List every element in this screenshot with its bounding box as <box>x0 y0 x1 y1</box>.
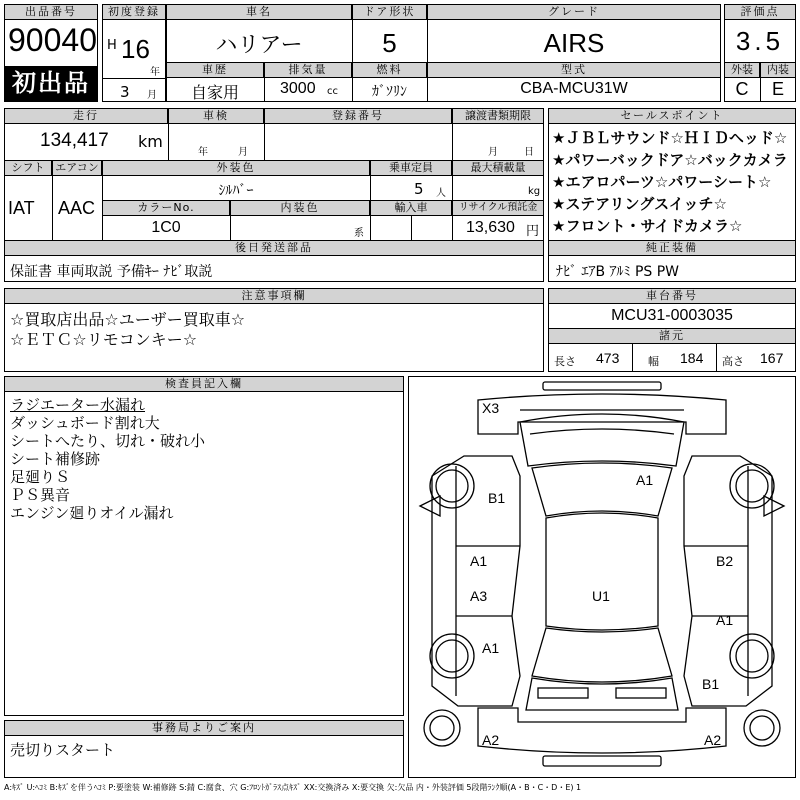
shift-value: IAT <box>8 198 35 218</box>
damage-mark-front-bumper: X3 <box>482 400 500 416</box>
notes-text <box>10 310 245 350</box>
notes-line: ☆ＥＴＣ☆リモコンキー☆ <box>10 330 198 349</box>
length-label: 長さ <box>554 355 576 368</box>
legend: A:ｷｽﾞ U:ﾍｺﾐ B:ｷｽﾞを伴うﾍｺﾐ P:要塗装 W:補修跡 S:錆 C:腐食、穴 G:ﾌﾛﾝﾄｶﾞﾗｽ点ｷｽﾞ XX:交換済み X:要交換 欠:欠品 内・外装評価 5段階ﾗﾝｸ順(A・B・C・D・E) 1 <box>4 783 582 792</box>
grade-label: グレード <box>427 4 721 20</box>
later-parts-value: 保証書 車両取説 予備ｷｰ ﾅﾋﾞ取説 <box>10 264 213 280</box>
inspection-year-unit: 年 <box>198 147 208 158</box>
first-listing-badge: 初出品 <box>5 66 97 101</box>
dims-label: 諸元 <box>548 328 796 344</box>
lot-number: 90040 <box>8 22 97 58</box>
sales-point-item: ★パワーバックドア☆バックカメラ <box>552 151 788 169</box>
divider <box>264 78 265 102</box>
fuel-label: 燃料 <box>352 62 427 78</box>
divider <box>168 124 169 160</box>
reg-year-unit: 年 <box>150 67 160 78</box>
int-color-label: 内装色 <box>230 200 370 216</box>
equipment-value: ﾅﾋﾞ ｴｱB ｱﾙﾐ PS PW <box>556 264 680 280</box>
shift-label: シフト <box>4 160 52 176</box>
history-label: 車歴 <box>166 62 264 78</box>
damage-mark-right-rear-fender: B1 <box>702 676 720 692</box>
model-label: 型式 <box>427 62 721 78</box>
inspector-notes <box>10 396 205 522</box>
equipment-label: 純正装備 <box>548 240 796 256</box>
displacement-value: 3000 <box>280 80 316 97</box>
color-no-value: 1C0 <box>151 219 181 236</box>
divider <box>370 176 371 200</box>
score-label: 評価点 <box>724 4 796 20</box>
fuel-value: ｶﾞｿﾘﾝ <box>372 84 407 100</box>
later-parts-label: 後日発送部品 <box>4 240 544 256</box>
width-value: 184 <box>680 350 704 366</box>
displacement-unit: cc <box>327 86 338 97</box>
load-label: 最大積載量 <box>452 160 544 176</box>
load-unit: kg <box>528 186 541 197</box>
inspector-label: 検査員記入欄 <box>4 376 404 392</box>
recycle-value: 13,630 <box>466 219 515 236</box>
ext-color-label: 外装色 <box>102 160 370 176</box>
divider <box>632 344 633 372</box>
sales-point-item: ★フロント・サイドカメラ☆ <box>552 217 743 235</box>
ext-color-value: ｼﾙﾊﾞｰ <box>218 183 254 199</box>
damage-mark-left-front-door: A1 <box>470 553 488 569</box>
ac-label: エアコン <box>52 160 102 176</box>
height-value: 167 <box>760 350 784 366</box>
doors-value: 5 <box>382 28 397 58</box>
ac-value: AAC <box>58 198 96 218</box>
transfer-month-unit: 月 <box>488 147 498 158</box>
sales-points-label: セールスポイント <box>548 108 796 124</box>
color-no-label: カラーNo. <box>102 200 230 216</box>
chassis-label: 車台番号 <box>548 288 796 304</box>
capacity-label: 乗車定員 <box>370 160 452 176</box>
sales-point-item: ★ステアリングスイッチ☆ <box>552 195 727 213</box>
divider <box>716 344 717 372</box>
sales-points-list <box>552 127 788 237</box>
divider <box>411 216 412 240</box>
doors-label: ドア形状 <box>352 4 427 20</box>
mileage-unit: km <box>138 132 163 151</box>
damage-mark-right-front-door: B2 <box>716 553 734 569</box>
int-color-unit: 系 <box>354 228 364 239</box>
int-grade-value: E <box>771 79 784 99</box>
damage-mark-left-front-fender: B1 <box>488 490 506 506</box>
car-diagram <box>408 376 796 778</box>
damage-mark-left-rear-fender: A1 <box>482 640 500 656</box>
damage-mark-right-rear-door: A1 <box>716 612 734 628</box>
inspector-line: シートへたり、切れ・破れ小 <box>10 432 206 450</box>
inspector-line: シート補修跡 <box>10 450 101 468</box>
reg-month: 3 <box>120 83 130 101</box>
inspector-line: ラジエーター水漏れ <box>10 396 146 414</box>
model-value: CBA-MCU31W <box>520 80 628 97</box>
car-name: ハリアー <box>215 33 303 58</box>
reg-era: H <box>107 38 117 53</box>
history-value: 自家用 <box>190 83 239 102</box>
sales-point-item: ★エアロパーツ☆パワーシート☆ <box>552 173 772 191</box>
divider <box>452 124 453 160</box>
reg-label: 初度登録 <box>102 4 166 20</box>
score-value: 3.5 <box>735 26 785 56</box>
grade-value: AIRS <box>543 28 605 58</box>
damage-mark-roof: U1 <box>592 588 610 604</box>
inspector-line: 足廻りＳ <box>10 468 71 486</box>
divider <box>230 216 231 240</box>
damage-mark-hood: A1 <box>636 472 654 488</box>
inspection-month-unit: 月 <box>238 147 248 158</box>
inspector-line: ダッシュボード割れ大 <box>10 414 160 432</box>
chassis-value: MCU31-0003035 <box>611 307 733 324</box>
recycle-unit: 円 <box>526 224 540 239</box>
transfer-label: 譲渡書類期限 <box>452 108 544 124</box>
divider <box>264 124 265 160</box>
height-label: 高さ <box>722 355 744 368</box>
mileage-label: 走行 <box>4 108 168 124</box>
reg-month-unit: 月 <box>147 90 157 101</box>
width-label: 幅 <box>648 355 659 368</box>
ext-grade-label: 外装 <box>724 62 760 78</box>
length-value: 473 <box>596 350 620 366</box>
damage-mark-left-rear-door: A3 <box>470 588 488 604</box>
mileage-value: 134,417 <box>40 130 109 151</box>
capacity-unit: 人 <box>436 188 446 199</box>
inspection-label: 車検 <box>168 108 264 124</box>
inspector-line: エンジン廻りオイル漏れ <box>10 504 174 522</box>
divider <box>370 216 371 240</box>
damage-mark-rear-bumper-right: A2 <box>704 732 722 748</box>
office-value: 売切りスタート <box>10 741 116 759</box>
int-grade-label: 内装 <box>760 62 796 78</box>
reg-no-label: 登録番号 <box>264 108 452 124</box>
car-name-label: 車名 <box>166 4 352 20</box>
reg-year: 16 <box>121 34 150 64</box>
notes-label: 注意事項欄 <box>4 288 544 304</box>
ext-grade-value: C <box>735 79 749 99</box>
capacity-value: 5 <box>414 180 424 198</box>
recycle-label: リサイクル預託金 <box>452 200 544 216</box>
displacement-label: 排気量 <box>264 62 352 78</box>
damage-mark-rear-bumper-left: A2 <box>482 732 500 748</box>
office-label: 事務局よりご案内 <box>4 720 404 736</box>
sales-point-item: ★ＪＢＬサウンド☆ＨＩＤヘッド☆ <box>552 129 788 147</box>
inspector-line: ＰＳ異音 <box>10 486 71 504</box>
notes-line: ☆買取店出品☆ユーザー買取車☆ <box>10 310 246 329</box>
lot-label: 出品番号 <box>4 4 98 20</box>
import-label: 輸入車 <box>370 200 452 216</box>
divider <box>102 78 166 79</box>
divider <box>52 176 53 240</box>
transfer-day-unit: 日 <box>524 147 534 158</box>
